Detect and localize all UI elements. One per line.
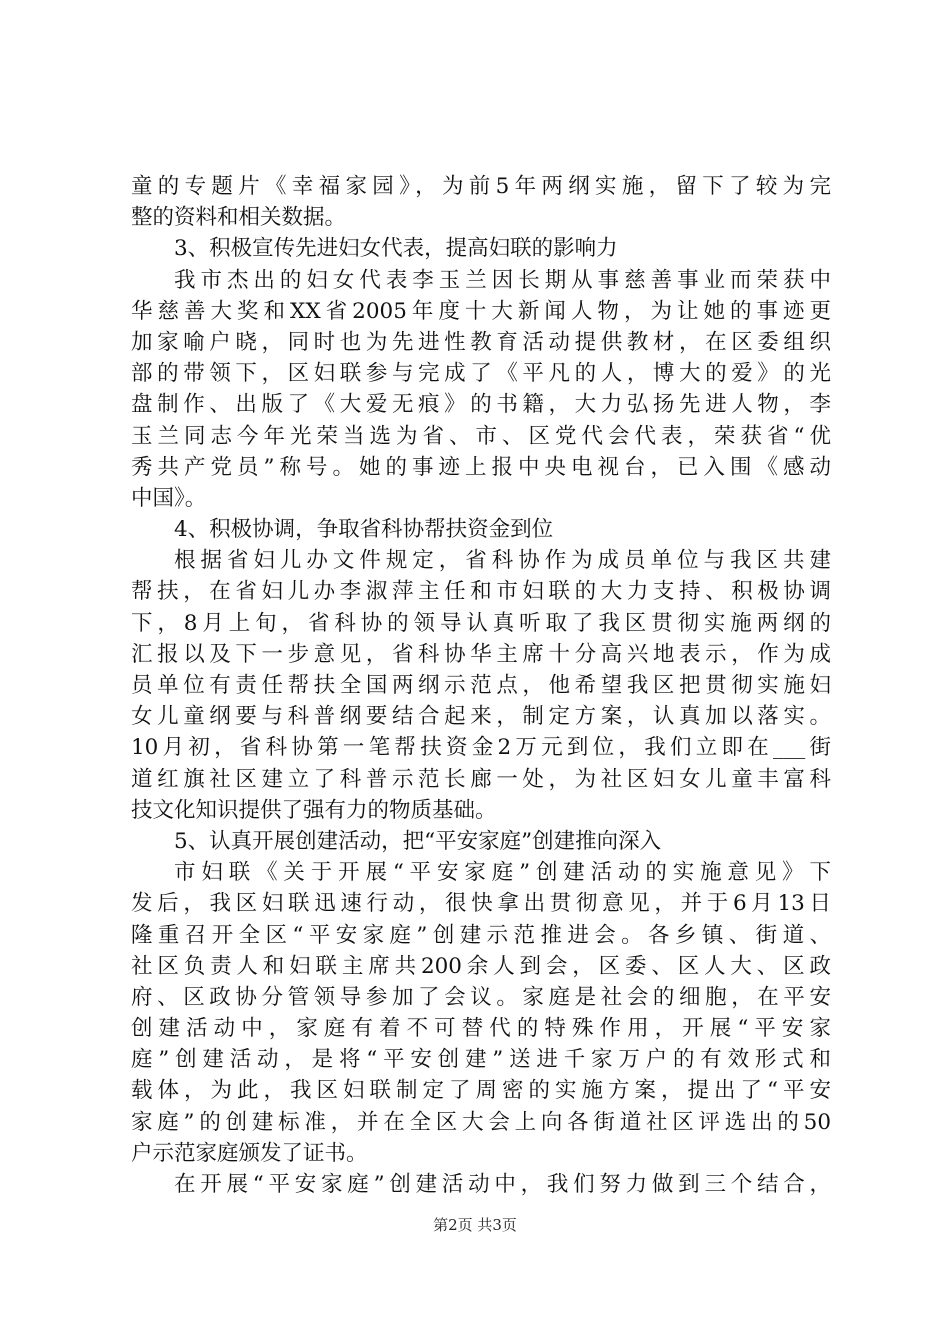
- text-line: 华慈善大奖和XX省2005年度十大新闻人物，为让她的事迹更: [131, 298, 831, 324]
- text-line: 载体，为此，我区妇联制定了周密的实施方案，提出了“平安: [131, 1078, 831, 1104]
- text-line: 员单位有责任帮扶全国两纲示范点，他希望我区把贯彻实施妇: [131, 673, 831, 698]
- document-body: [131, 171, 831, 1200]
- text-line: 10月初，省科协第一笔帮扶资金2万元到位，我们立即在___街: [131, 735, 831, 761]
- page-footer: 第2页 共3页: [433, 1216, 517, 1234]
- section-heading: 5、认真开展创建活动，把“平安家庭”创建推向深入: [174, 828, 662, 854]
- text-line: 秀共产党员”称号。她的事迹上报中央电视台，已入围《感动: [131, 454, 831, 480]
- section-heading: 4、积极协调，争取省科协帮扶资金到位: [174, 517, 554, 543]
- text-line: 在开展“平安家庭”创建活动中，我们努力做到三个结合，: [174, 1172, 831, 1197]
- text-line: 下，8月上旬，省科协的领导认真听取了我区贯彻实施两纲的: [131, 610, 831, 636]
- text-line: 市妇联《关于开展“平安家庭”创建活动的实施意见》下: [174, 860, 831, 886]
- text-line: 技文化知识提供了强有力的物质基础。: [131, 797, 497, 823]
- text-line: 社区负责人和妇联主席共200余人到会，区委、区人大、区政: [131, 953, 831, 979]
- text-line: 童的专题片《幸福家园》，为前5年两纲实施，留下了较为完: [131, 174, 831, 199]
- text-line: 我市杰出的妇女代表李玉兰因长期从事慈善事业而荣获中: [174, 267, 831, 293]
- text-line: 部的带领下，区妇联参与完成了《平凡的人，博大的爱》的光: [131, 361, 831, 387]
- text-line: 汇报以及下一步意见，省科协华主席十分高兴地表示，作为成: [131, 641, 831, 667]
- text-line: 户示范家庭颁发了证书。: [131, 1140, 368, 1166]
- text-line: 隆重召开全区“平安家庭”创建示范推进会。各乡镇、街道、: [131, 922, 831, 948]
- text-line: 府、区政协分管领导参加了会议。家庭是社会的细胞，在平安: [131, 984, 831, 1010]
- text-line: 加家喻户晓，同时也为先进性教育活动提供教材，在区委组织: [131, 329, 831, 355]
- text-line: 家庭”的创建标准，并在全区大会上向各街道社区评选出的50: [131, 1109, 831, 1135]
- text-line: 帮扶，在省妇儿办李淑萍主任和市妇联的大力支持、积极协调: [131, 579, 831, 605]
- text-line: 创建活动中，家庭有着不可替代的特殊作用，开展“平安家: [131, 1016, 831, 1042]
- text-line: 女儿童纲要与科普纲要结合起来，制定方案，认真加以落实。: [131, 704, 831, 730]
- text-line: 玉兰同志今年光荣当选为省、市、区党代会代表，荣获省“优: [131, 423, 831, 449]
- text-line: 中国》。: [131, 485, 207, 511]
- text-line: 发后，我区妇联迅速行动，很快拿出贯彻意见，并于6月13日: [131, 891, 831, 917]
- text-line: 整的资料和相关数据。: [131, 205, 347, 231]
- text-line: 道红旗社区建立了科普示范长廊一处，为社区妇女儿童丰富科: [131, 766, 831, 792]
- text-line: 根据省妇儿办文件规定，省科协作为成员单位与我区共建: [174, 548, 831, 574]
- section-heading: 3、积极宣传先进妇女代表，提高妇联的影响力: [174, 236, 618, 262]
- text-line: 庭”创建活动，是将“平安创建”送进千家万户的有效形式和: [131, 1047, 831, 1073]
- text-line: 盘制作、出版了《大爱无痕》的书籍，大力弘扬先进人物，李: [131, 392, 831, 418]
